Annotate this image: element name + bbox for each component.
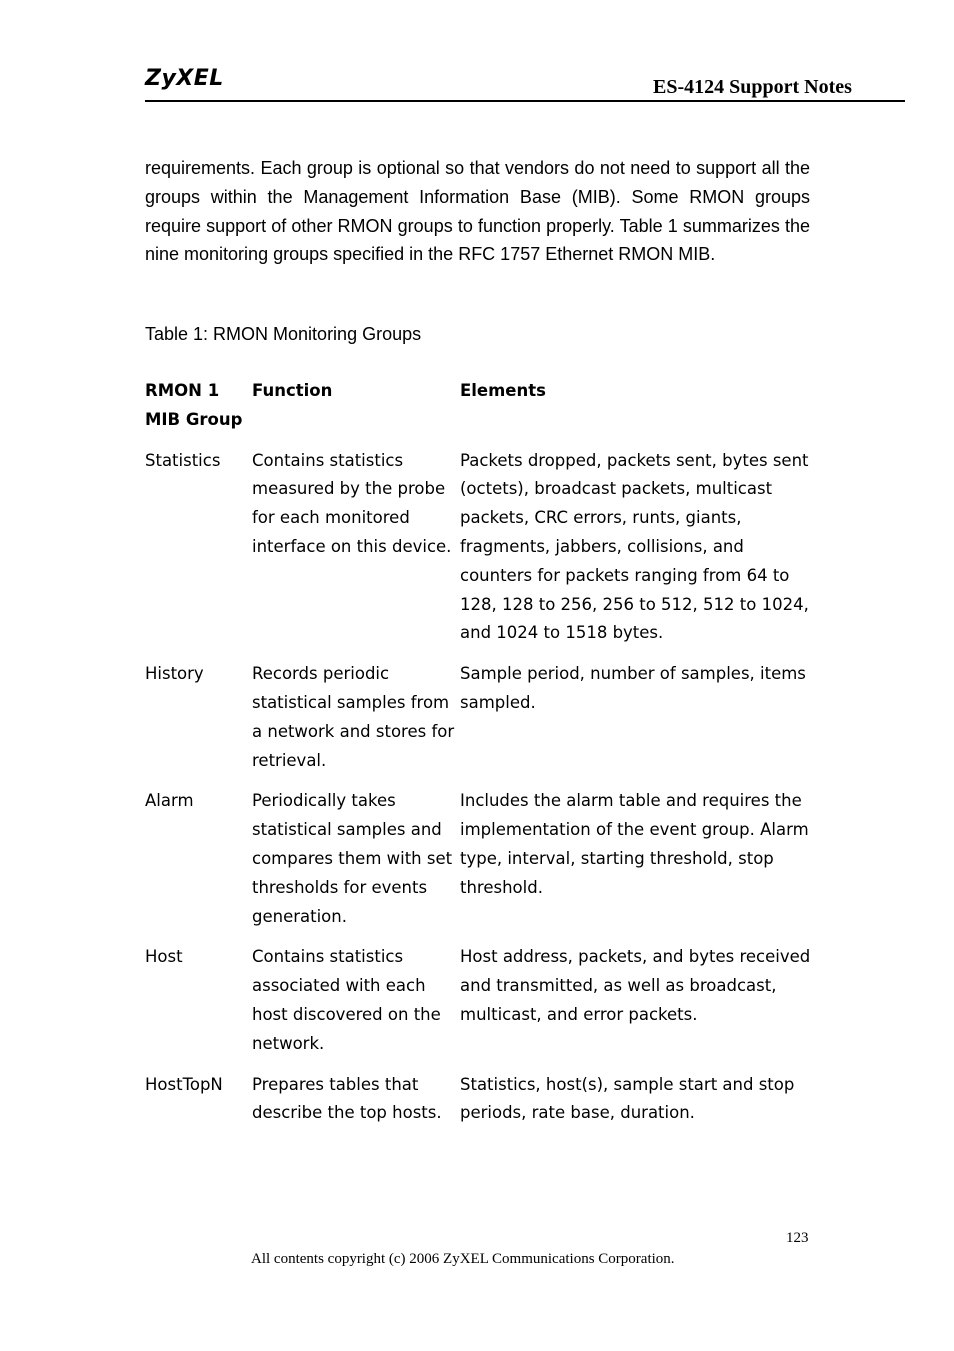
table-header-row (145, 377, 817, 447)
table-row (145, 943, 817, 1070)
cell-group: HostTopN (145, 1074, 223, 1094)
copyright-footer: All contents copyright (c) 2006 ZyXEL Communications Corporation. (251, 1251, 675, 1267)
table-row (145, 447, 817, 661)
cell-elements: Host address, packets, and bytes received and transmitted, as well as broadcast, multicast, and error packets. (460, 947, 811, 1024)
cell-elements: Includes the alarm table and requires the implementation of the event group. Alarm type, interval, starting threshold, stop threshold. (460, 791, 809, 897)
page-number: 123 (786, 1230, 809, 1246)
table-row (145, 1071, 817, 1141)
cell-group: History (145, 664, 204, 684)
cell-function: Contains statistics measured by the probe for each monitored interface on this device. (252, 450, 452, 556)
header-divider (145, 100, 905, 102)
cell-group: Statistics (145, 450, 221, 470)
table-row (145, 787, 817, 943)
cell-elements: Statistics, host(s), sample start and stop periods, rate base, duration. (460, 1074, 795, 1123)
cell-elements: Sample period, number of samples, items sampled. (460, 664, 806, 712)
document-title: ES-4124 Support Notes (653, 76, 852, 98)
cell-function: Records periodic statistical samples from a network and stores for retrieval. (252, 664, 455, 770)
intro-paragraph: requirements. Each group is optional so that vendors do not need to support all the groups within the Management Information Base (MIB). Some RMON groups require support of other RMON groups to function properly. Table 1 summarizes the nine monitoring groups specified in the RFC 1757 Ethernet RMON MIB. (145, 158, 810, 265)
header-group: RMON 1 MIB Group (145, 381, 243, 429)
cell-function: Periodically takes statistical samples and compares them with set thresholds for events generation. (252, 791, 453, 926)
table-caption: Table 1: RMON Monitoring Groups (145, 324, 422, 344)
cell-function: Prepares tables that describe the top hosts. (252, 1074, 442, 1123)
cell-elements: Packets dropped, packets sent, bytes sent (octets), broadcast packets, multicast packets, CRC errors, runts, giants, fragments, jabbers, collisions, and counters for packets ranging from 64 to 128, 128 to 256, 256 to 512, 512 to 1024, and 1024 to 1518 bytes. (460, 450, 809, 643)
cell-group: Alarm (145, 791, 194, 811)
cell-group: Host (145, 947, 183, 967)
rmon-groups-table (145, 377, 817, 1140)
header-function: Function (252, 381, 333, 400)
zyxel-logo: ZyXEL (145, 66, 224, 91)
header-elements: Elements (460, 381, 546, 400)
cell-function: Contains statistics associated with each host discovered on the network. (252, 947, 441, 1053)
table-row (145, 660, 817, 787)
